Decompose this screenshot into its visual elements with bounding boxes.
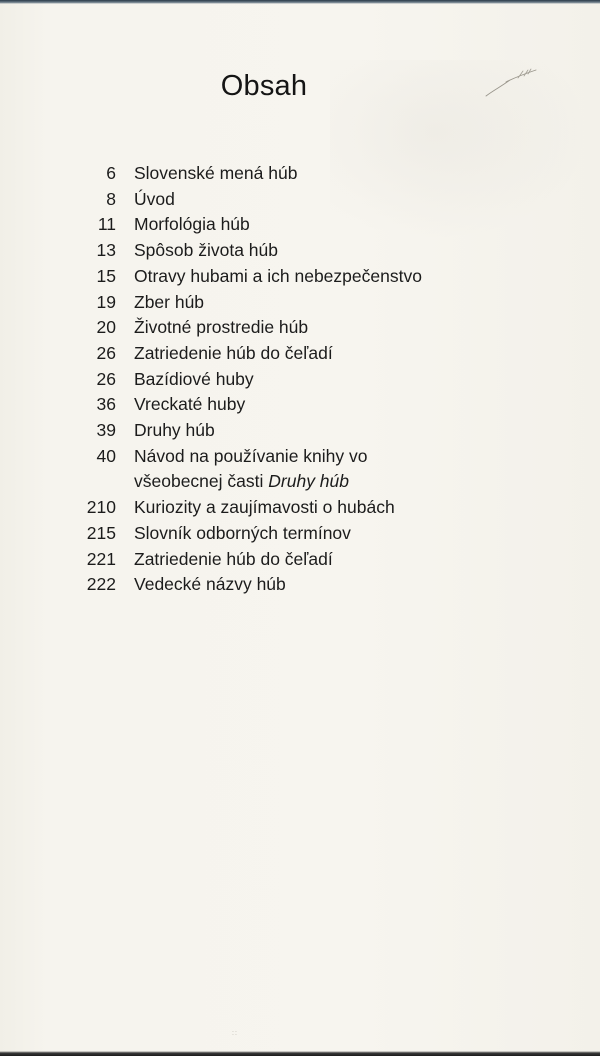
page-top-edge bbox=[0, 0, 600, 4]
toc-page-number: 210 bbox=[86, 497, 116, 518]
toc-entry-title: Kuriozity a zaujímavosti o hubách bbox=[134, 497, 395, 518]
toc-page-number: 215 bbox=[86, 522, 116, 543]
toc-page-number: 13 bbox=[96, 240, 116, 261]
toc-entry-title: Otravy hubami a ich nebezpečenstvo bbox=[134, 265, 422, 286]
toc-entry-title: Vreckaté huby bbox=[134, 394, 246, 415]
toc-page-number: 39 bbox=[96, 420, 116, 441]
footer-print-mark: :: bbox=[232, 1030, 238, 1037]
page-bottom-edge bbox=[0, 1051, 600, 1056]
page-title: Obsah bbox=[220, 70, 308, 102]
toc-entry bbox=[0, 238, 600, 264]
toc-entry-title: Vedecké názvy húb bbox=[134, 574, 286, 595]
toc-entry bbox=[0, 572, 600, 598]
toc-page-number: 6 bbox=[106, 163, 116, 183]
toc-page-number: 11 bbox=[97, 214, 116, 235]
toc-page-number: 19 bbox=[96, 291, 116, 312]
toc-entry-title-line: Návod na používanie knihy vo bbox=[134, 445, 368, 466]
toc-entry-title: Druhy húb bbox=[134, 420, 215, 441]
toc-entry-title: Zatriedenie húb do čeľadí bbox=[134, 342, 333, 363]
toc-page-number: 8 bbox=[106, 188, 116, 209]
table-of-contents bbox=[0, 161, 600, 598]
toc-entry-title-italic: Druhy húb bbox=[268, 471, 350, 492]
toc-page-number: 36 bbox=[96, 394, 116, 415]
toc-entry bbox=[0, 521, 600, 547]
toc-entry-title-line bbox=[134, 469, 574, 495]
toc-entry bbox=[0, 315, 600, 341]
toc-entry bbox=[0, 392, 600, 418]
toc-entry bbox=[0, 418, 600, 444]
toc-page-number: 221 bbox=[86, 548, 116, 569]
toc-page-number: 26 bbox=[96, 368, 116, 389]
toc-entry-title bbox=[134, 444, 574, 495]
toc-page-number: 26 bbox=[96, 342, 116, 363]
toc-entry bbox=[0, 495, 600, 521]
toc-page-number: 15 bbox=[96, 265, 116, 286]
toc-entry-title: Morfológia húb bbox=[134, 214, 250, 235]
toc-entry-title: Bazídiové huby bbox=[134, 368, 254, 389]
toc-entry-title: Slovenské mená húb bbox=[134, 163, 298, 183]
toc-entry-title: Úvod bbox=[134, 188, 175, 209]
toc-page-number: 20 bbox=[96, 317, 116, 338]
toc-entry bbox=[0, 290, 600, 316]
toc-entry bbox=[0, 547, 600, 573]
toc-entry bbox=[0, 367, 600, 393]
toc-entry-title: Životné prostredie húb bbox=[134, 317, 309, 338]
toc-entry bbox=[0, 161, 600, 187]
toc-entry-title: Spôsob života húb bbox=[134, 240, 278, 261]
toc-entry bbox=[0, 187, 600, 213]
toc-entry-title: Slovník odborných termínov bbox=[134, 522, 351, 543]
toc-page-number: 222 bbox=[86, 574, 116, 595]
toc-page-number: 40 bbox=[96, 445, 116, 466]
toc-entry bbox=[0, 212, 600, 238]
toc-entry bbox=[0, 444, 600, 495]
toc-entry bbox=[0, 264, 600, 290]
toc-entry-title: Zatriedenie húb do čeľadí bbox=[134, 548, 333, 569]
toc-entry-title-prefix: všeobecnej časti bbox=[134, 471, 264, 492]
toc-entry-title: Zber húb bbox=[134, 291, 205, 312]
toc-entry bbox=[0, 341, 600, 367]
